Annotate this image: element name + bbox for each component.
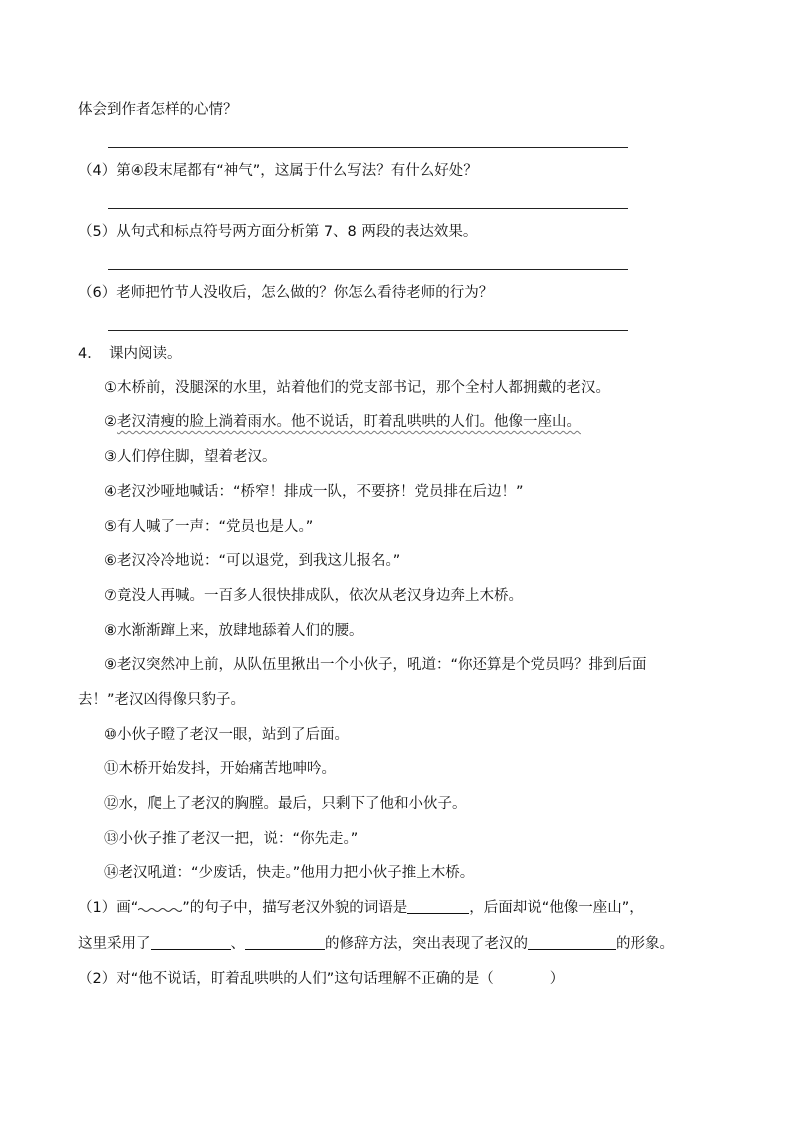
paragraph-2 [104, 412, 581, 432]
paragraph-2-wavy-sentence: 老汉清瘦的脸上淌着雨水。他不说话，盯着乱哄哄的人们。他像一座山。 [117, 414, 581, 430]
q4-1-part-b: ”的句子中，描写老汉外貌的词语是 [182, 900, 408, 916]
question-3-6: （6）老师把竹节人没收后，怎么做的？你怎么看待老师的行为？ [78, 285, 494, 301]
blank-rhetoric-2[interactable] [245, 934, 325, 950]
question-3-continuation: 体会到作者怎样的心情？ [78, 102, 238, 118]
q4-1-part-f: 的修辞方法，突出表现了老汉的 [325, 936, 528, 952]
paragraph-8: ⑧水渐渐蹿上来，放肆地舔着人们的腰。 [104, 623, 364, 639]
paragraph-3: ③人们停住脚，望着老汉。 [104, 449, 277, 465]
paragraph-6: ⑥老汉冷冷地说：“可以退党，到我这儿报名。” [104, 553, 401, 569]
q3-4-text: 段末尾都有“神气”，这属于什么写法？有什么好处？ [143, 163, 478, 179]
q4-2-close: ） [549, 971, 565, 987]
paragraph-9-continued: 去！”老汉凶得像只豹子。 [78, 692, 246, 708]
blank-rhetoric-1[interactable] [151, 934, 231, 950]
paragraph-7: ⑦竟没人再喊。一百多人很快排成队，依次从老汉身边奔上木桥。 [104, 588, 523, 604]
question-4-1-line-1 [78, 898, 644, 918]
paragraph-11: ⑪木桥开始发抖，开始痛苦地呻吟。 [104, 761, 336, 777]
paragraph-13: ⑬小伙子推了老汉一把，说：“你先走。” [104, 831, 359, 847]
answer-line-3-6 [108, 330, 628, 331]
q4-1-part-g: 的形象。 [616, 936, 674, 952]
q4-1-part-a: （1）画“ [78, 900, 139, 916]
paragraph-1: ①木桥前，没腿深的水里，站着他们的党支部书记，那个全村人都拥戴的老汉。 [104, 380, 610, 396]
blank-appearance-words[interactable] [407, 898, 469, 914]
q4-1-part-c: ，后面却说“他像一座山”， [469, 900, 644, 916]
answer-line-3-3 [108, 147, 628, 148]
q3-4-paragraph-number: ④ [130, 163, 144, 179]
question-4-1-line-2 [78, 934, 674, 954]
paragraph-12: ⑫水，爬上了老汉的胸膛。最后，只剩下了他和小伙子。 [104, 796, 467, 812]
q4-2-text: （2）对“他不说话，盯着乱哄哄的人们”这句话理解不正确的是（ [78, 971, 494, 987]
blank-image[interactable] [528, 934, 616, 950]
paragraph-4: ④老汉沙哑地喊话：“桥窄！排成一队，不要挤！党员排在后边！” [104, 484, 524, 500]
paragraph-9: ⑨老汉突然冲上前，从队伍里揪出一个小伙子，吼道：“你还算是个党员吗？排到后面 [104, 657, 647, 673]
question-3-4 [78, 161, 478, 181]
q3-4-prefix: （4）第 [78, 163, 131, 179]
paragraph-5: ⑤有人喊了一声：“党员也是人。” [104, 519, 314, 535]
question-4-2 [78, 969, 564, 989]
question-4-title: 4． 课内阅读。 [78, 346, 182, 362]
answer-line-3-5 [108, 269, 628, 270]
question-3-5: （5）从句式和标点符号两方面分析第 7、8 两段的表达效果。 [78, 224, 478, 240]
wavy-line-sample [138, 903, 182, 913]
paragraph-14: ⑭老汉吼道：“少废话，快走。”他用力把小伙子推上木桥。 [104, 865, 475, 881]
q4-1-part-e: 、 [230, 936, 245, 952]
q4-1-part-d: 这里采用了 [78, 936, 151, 952]
paragraph-10: ⑩小伙子瞪了老汉一眼，站到了后面。 [104, 727, 349, 743]
answer-line-3-4 [108, 208, 628, 209]
paragraph-2-number: ② [104, 414, 117, 430]
